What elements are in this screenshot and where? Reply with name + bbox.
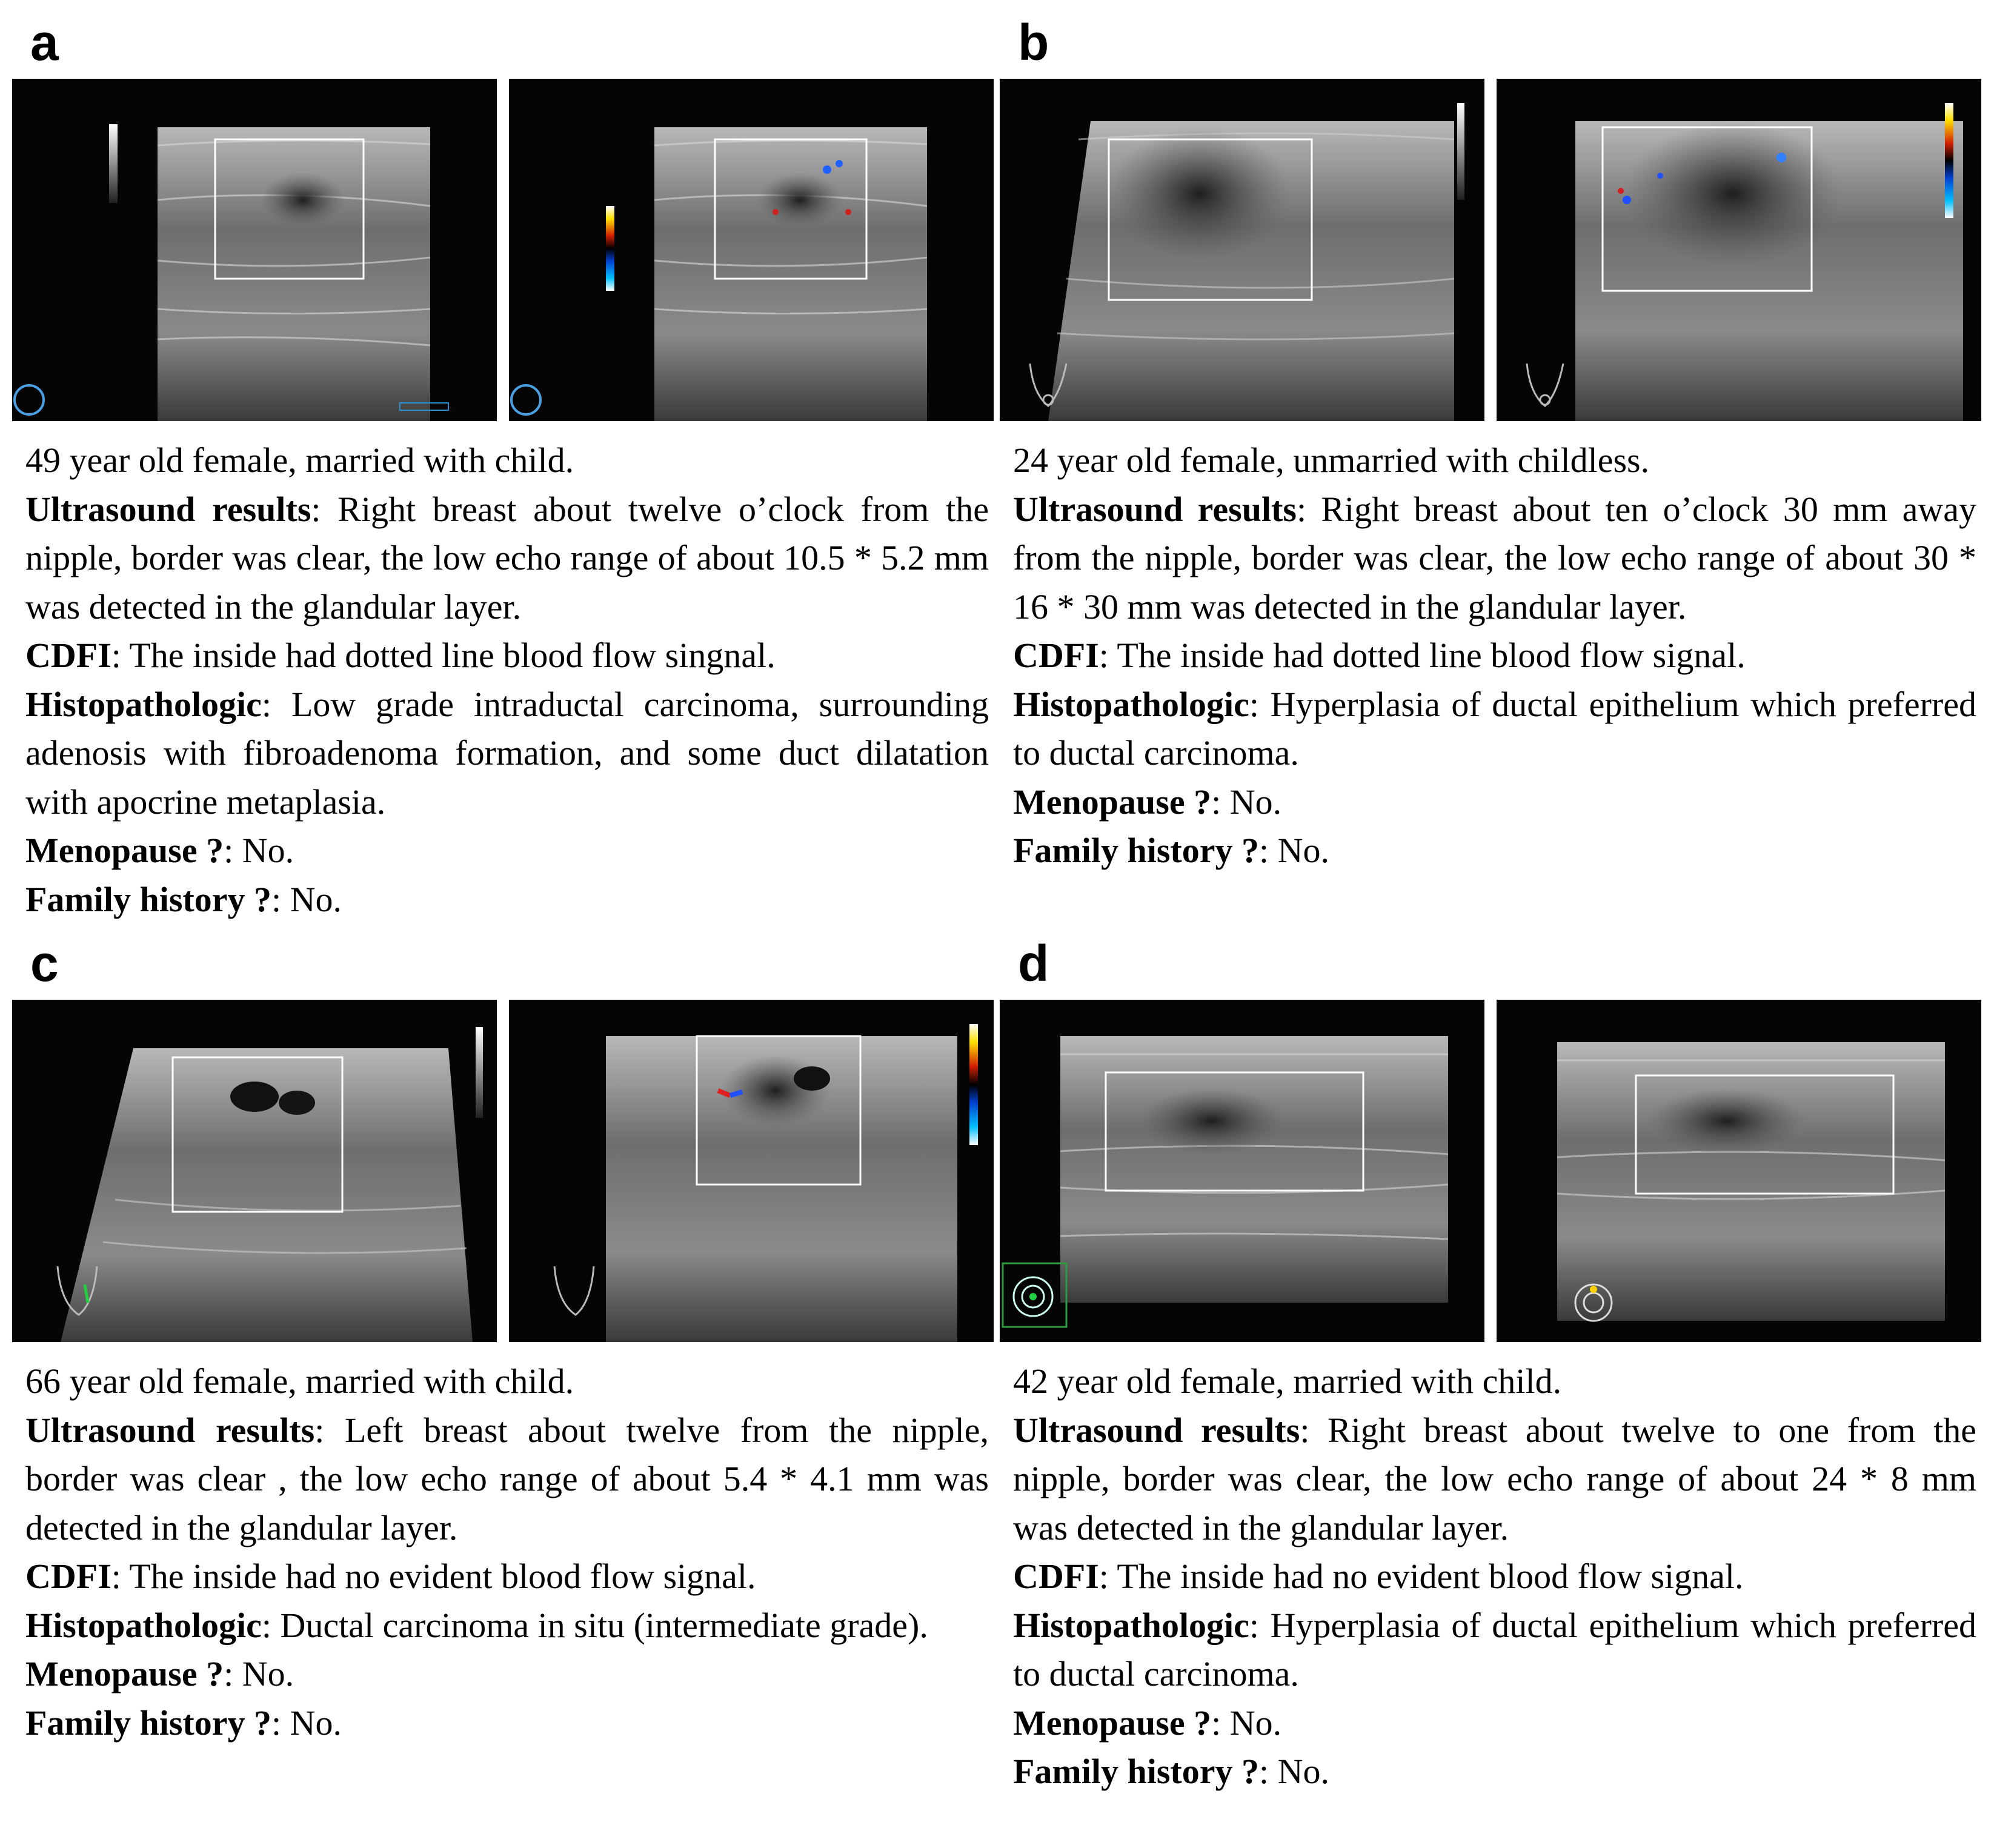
ultrasound-pair (1000, 79, 1981, 421)
panel-letter: b (1018, 14, 1049, 71)
histopathologic-text: : Hyperplasia of ductal epithelium which preferred to ductal carcinoma. (1013, 1605, 1976, 1693)
family-history (25, 1699, 989, 1748)
patient-info: 66 year old female, married with child. (25, 1361, 574, 1401)
panel-b (1000, 12, 1981, 927)
cdfi-text: : The inside had no evident blood flow signal. (1098, 1557, 1744, 1596)
menopause-text: : No. (1211, 1703, 1282, 1743)
ultrasound-pair (1000, 1000, 1981, 1342)
patient-info: 24 year old female, unmarried with childless. (1013, 440, 1650, 480)
menopause-status (1013, 1699, 1976, 1748)
ultrasound-results (1013, 1406, 1976, 1553)
menopause-status (25, 826, 989, 876)
cdfi-results (25, 1552, 989, 1601)
histopathologic-label: Histopathologic (1013, 1605, 1249, 1645)
ultrasound-pair (12, 1000, 994, 1342)
family-history-label: Family history ? (1013, 831, 1259, 870)
menopause-text: : No. (224, 831, 294, 870)
ultrasound-results (1013, 485, 1976, 632)
family-history (1013, 1747, 1976, 1796)
ultrasound-label: Ultrasound results (25, 489, 311, 529)
menopause-status (1013, 778, 1976, 827)
ultrasound-image-grayscale (12, 1000, 497, 1342)
family-history-text: : No. (1258, 1752, 1329, 1791)
case-caption (25, 1357, 989, 1747)
ultrasound-text: : Right breast about twelve to one from the nipple, border was clear, the low echo range of about 24 * 8 mm was detected in the glandular layer. (1013, 1410, 1976, 1547)
cdfi-results (25, 631, 989, 680)
menopause-status (25, 1650, 989, 1699)
histopathologic-results (1013, 1601, 1976, 1699)
cdfi-label: CDFI (25, 636, 111, 675)
histopathologic-label: Histopathologic (25, 1605, 262, 1645)
ultrasound-label: Ultrasound results (1013, 489, 1297, 529)
panel-letter: c (30, 935, 59, 992)
menopause-label: Menopause ? (1013, 1703, 1212, 1743)
family-history-label: Family history ? (25, 879, 271, 919)
ultrasound-text: : Right breast about twelve o’clock from the nipple, border was clear, the low echo range of about 10.5 * 5.2 mm was detected in the glandular layer. (25, 489, 989, 627)
histopathologic-results (1013, 680, 1976, 778)
ultrasound-results (25, 485, 989, 632)
family-history-text: : No. (271, 1703, 342, 1743)
histopathologic-text: : Hyperplasia of ductal epithelium which preferred to ductal carcinoma. (1013, 684, 1976, 773)
histopathologic-text: : Ductal carcinoma in situ (intermediate grade). (261, 1605, 928, 1645)
panel-letter: d (1018, 935, 1049, 992)
panel-c (12, 933, 994, 1848)
family-history (25, 876, 989, 925)
family-history-label: Family history ? (1013, 1752, 1259, 1791)
menopause-text: : No. (224, 1654, 294, 1693)
cdfi-text: : The inside had no evident blood flow signal. (111, 1557, 756, 1596)
patient-info: 42 year old female, married with child. (1013, 1361, 1562, 1401)
case-caption (25, 436, 989, 924)
family-history (1013, 826, 1976, 876)
case-caption (1013, 436, 1976, 876)
cdfi-text: : The inside had dotted line blood flow singnal. (111, 636, 776, 675)
cdfi-results (1013, 1552, 1976, 1601)
case-caption (1013, 1357, 1976, 1796)
ultrasound-label: Ultrasound results (1013, 1410, 1300, 1450)
histopathologic-results (25, 1601, 989, 1650)
cdfi-label: CDFI (1013, 636, 1099, 675)
patient-info: 49 year old female, married with child. (25, 440, 574, 480)
panel-d (1000, 933, 1981, 1848)
histopathologic-text: : Low grade intraductal carcinoma, surrounding adenosis with fibroadenoma formation, and some duct dilatation with apocrine metaplasia. (25, 684, 989, 822)
menopause-label: Menopause ? (25, 1654, 224, 1693)
histopathologic-label: Histopathologic (25, 684, 262, 724)
ultrasound-image-cdfi (509, 1000, 994, 1342)
ultrasound-results (25, 1406, 989, 1553)
ultrasound-image-grayscale (1000, 1000, 1484, 1342)
ultrasound-image-cdfi (509, 79, 994, 421)
menopause-text: : No. (1211, 782, 1282, 822)
cdfi-label: CDFI (25, 1557, 111, 1596)
panel-a (12, 12, 994, 927)
family-history-text: : No. (1258, 831, 1329, 870)
ultrasound-image-cdfi (1497, 1000, 1981, 1342)
menopause-label: Menopause ? (25, 831, 224, 870)
panel-letter: a (30, 14, 59, 71)
histopathologic-label: Histopathologic (1013, 684, 1249, 724)
ultrasound-image-grayscale (12, 79, 497, 421)
family-history-text: : No. (271, 879, 342, 919)
histopathologic-results (25, 680, 989, 827)
ultrasound-image-grayscale (1000, 79, 1484, 421)
ultrasound-text: : Left breast about twelve from the nipple, border was clear , the low echo range of about 5.4 * 4.1 mm was detected in the glandular layer. (25, 1410, 989, 1547)
cdfi-results (1013, 631, 1976, 680)
ultrasound-label: Ultrasound results (25, 1410, 315, 1450)
ultrasound-image-cdfi (1497, 79, 1981, 421)
menopause-label: Menopause ? (1013, 782, 1212, 822)
cdfi-label: CDFI (1013, 1557, 1099, 1596)
ultrasound-pair (12, 79, 994, 421)
cdfi-text: : The inside had dotted line blood flow signal. (1098, 636, 1746, 675)
family-history-label: Family history ? (25, 1703, 271, 1743)
ultrasound-text: : Right breast about ten o’clock 30 mm away from the nipple, border was clear, the low echo range of about 30 * 16 * 30 mm was detected in the glandular layer. (1013, 489, 1976, 627)
